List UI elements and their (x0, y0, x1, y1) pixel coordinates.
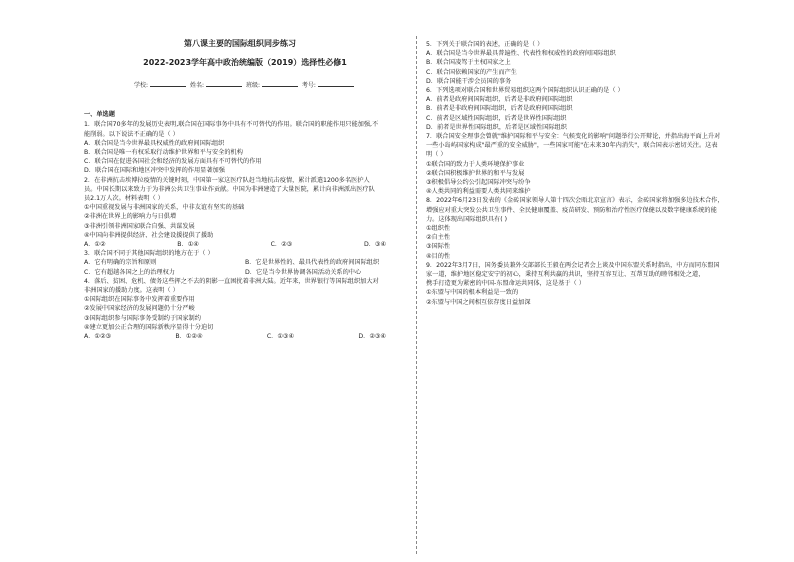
option-c: C．前者是区域性国际组织，后者是世界性国际组织 (426, 114, 567, 122)
question-2 (84, 176, 406, 250)
question-stem: 明（ ） (426, 151, 447, 159)
question-stem: 能削弱。以下说法不正确的是（ ） (84, 130, 179, 138)
question-stem: 力。这体现出国际组织具有( ) (426, 215, 508, 223)
question-stem: 5．下列关于联合国的表述，正确的是（ ） (426, 41, 544, 48)
option-c: C．联合国依赖国家的产生而产生 (426, 68, 517, 76)
question-stem: 员。中国长期以来致力于为非洲公共卫生事业作贡献。中国为非洲建造了大量医院，累计向非洲派出医疗队 (84, 185, 375, 193)
option-d: D．它是当今世界协调各国活动关系的中心 (245, 268, 362, 276)
question-6 (426, 86, 744, 132)
question-stem: 增强应对重大突发公共卫生事件、全民健康覆盖、疫苗研发、预防和治疗性医疗保健以及数字健康系统的能 (426, 206, 717, 214)
statement-3: ③非洲引领非洲国家联合自强、共谋发展 (84, 222, 195, 230)
question-9 (426, 261, 744, 307)
statement-3: ③国际组织参与国际事务受制约于国家制约 (84, 314, 201, 322)
number-blank[interactable] (318, 80, 354, 87)
statement-2: ②非洲在世界上的影响力与日俱增 (84, 213, 177, 221)
statement-2: ②自主性 (426, 234, 451, 242)
question-stem: 家一道，维护地区稳定安宁的初心，秉持互利共赢的共识，坚持互容互让、互帮互助的睦邻相处之道， (426, 271, 705, 279)
statement-1: ①联合国的致力于人类环境保护事业 (426, 160, 525, 168)
page-title: 第八课主要的国际组织同步练习 (184, 39, 296, 48)
option-b: B．它是世界性的、最具代表性的政府间国际组织 (245, 259, 380, 267)
question-stem: 非洲国家的援助力度。这表明（ ） (84, 287, 179, 295)
page-subtitle: 2022-2023学年高中政治统编版（2019）选择性必修1 (143, 58, 347, 67)
statement-1: ①国际组织在国际事务中发挥着重要作用 (84, 296, 195, 304)
student-info-line (84, 80, 406, 90)
statement-2: ②发展中国家经济的发展问题仍十分严峻 (84, 305, 195, 313)
name-label: 姓名: (190, 82, 205, 89)
statement-2: ②东盟与中国之间相互依存度日益加深 (426, 298, 531, 306)
question-stem: 8．2022年6月23日发表的《金砖国家领导人第十四次会晤北京宣言》表示，金砖国家将加强多边技术合作， (426, 197, 724, 205)
statement-4: ④目的性 (426, 252, 451, 260)
school-blank[interactable] (150, 80, 186, 87)
class-label: 班级: (245, 82, 260, 89)
question-7 (426, 132, 744, 196)
question-stem: 7．联合国安全理事会曾就"维护国际和平与安全：气候变化的影响"问题举行公开辩论，并指出海平面上升对 (426, 133, 721, 141)
question-stem: 一些小岛屿国家构成"最严重的安全威胁"，一些国家可能"在未来30年内消失"，联合国表示密切关注。这表 (426, 142, 718, 150)
class-blank[interactable] (262, 80, 298, 87)
question-8 (426, 196, 744, 260)
answer-options (84, 332, 406, 341)
option-a: A．联合国是当今世界最具普遍性、代表性和权威性的政府间国际组织 (426, 50, 616, 58)
school-label: 学校: (134, 82, 149, 89)
question-stem: 2．在非洲抗击埃博拉疫情的关键时刻，中国第一家这医疗队赶当地抗击疫情，累计派遣1200多名医护人 (84, 176, 370, 184)
question-1 (84, 120, 406, 175)
option-d: D．联合国能干涉会员国的事务 (426, 77, 512, 85)
question-stem: 3．联合国不同于其他国际组织的地方在于（ ） (84, 250, 214, 258)
option-b: B．①②④ (175, 333, 203, 341)
option-c: C．它有超越各国之上的治理权力 (84, 268, 175, 276)
answer-options-row2 (84, 268, 406, 277)
column-divider (416, 36, 417, 554)
option-c: C．联合国在促进各国社会和经济的发展方面具有不可替代的作用 (84, 158, 262, 166)
left-column (84, 38, 406, 562)
option-b: B．①④ (177, 241, 199, 249)
number-label: 考号: (301, 82, 316, 89)
option-b: B．前者是非政府间国际组织，后者是政府间国际组织 (426, 105, 573, 113)
statement-4: ④人类共同的利益需要人类共同来维护 (426, 188, 531, 196)
answer-options-row1 (84, 258, 406, 267)
section-heading: 一、单选题 (84, 111, 115, 119)
question-stem: 9．2022年3月7日，国务委员兼外交部部长王毅在两会记者会上谈及中国东盟关系时指出，中方而同东盟国 (426, 261, 720, 269)
option-d: D．前者是世界性国际组织，后者是区域性国际组织 (426, 123, 567, 131)
option-d: D．②③④ (358, 333, 386, 341)
question-5 (426, 40, 744, 86)
question-stem: 1．联合国70多年的发展历史表明,联合国在国际事务中具有不可替代的作用。联合国的职能作用只能加强,不 (84, 121, 379, 129)
option-b: B．联合国是唯一有权采取行动维护世界和平与安全的机构 (84, 149, 243, 157)
option-a: A．前者是政府间国际组织，后者是非政府间国际组织 (426, 96, 573, 104)
right-column (426, 40, 744, 562)
answer-options (84, 240, 406, 249)
option-a: A．①② (84, 241, 106, 249)
option-a: A．联合国是当今世界最具权威性的政府间国际组织 (84, 139, 225, 147)
option-b: B．联合国凌驾于主权国家之上 (426, 59, 511, 67)
option-c: C．②③ (270, 241, 293, 249)
option-a: A．①②③ (84, 333, 112, 341)
statement-3: ③国际性 (426, 243, 451, 251)
statement-4: ④中国向非洲提供经济、社会建设援提供了援助 (84, 231, 214, 239)
question-3 (84, 249, 406, 277)
question-stem: 6．下列选项对联合国和世界贸易组织这两个国际组织认识正确的是（ ） (426, 87, 624, 95)
statement-1: ①东盟与中国的根本利益是一致的 (426, 289, 519, 297)
question-stem: 携手打造更为紧密的中国-东盟命运共同体，这是基于（ ） (426, 280, 585, 288)
question-stem: 4．落后、贫困、危机、债务这些挥之不去的阴影一直困扰着非洲大陆。近年来，世界银行等国际组织加大对 (84, 277, 379, 285)
statement-2: ②联合国积极维护世界的和平与发展 (426, 169, 525, 177)
option-c: C．①③④ (266, 333, 295, 341)
option-a: A．它有明确的宗旨和原则 (84, 259, 157, 267)
statement-1: ①组织性 (426, 225, 451, 233)
question-4 (84, 277, 406, 341)
question-stem: 员2.1万人次。材料表明（ ） (84, 195, 164, 203)
statement-1: ①中国重视发展与非洲国家的关系，中非友谊有坚实的基础 (84, 204, 245, 212)
name-blank[interactable] (206, 80, 242, 87)
statement-3: ③积极倡导公约公引起国际冲突与纷争 (426, 179, 531, 187)
option-d: D．③④ (363, 241, 386, 249)
statement-4: ④建立更加公正合理的国际新秩序显得十分迫切 (84, 323, 214, 331)
option-d: D．联合国在国际和地区冲突中发挥的作用显著加强 (84, 167, 225, 175)
